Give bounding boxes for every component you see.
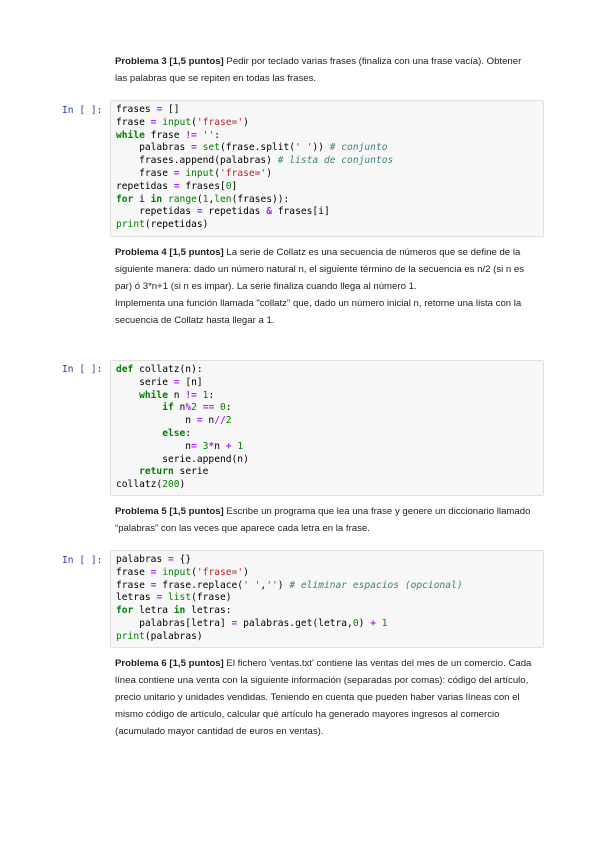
cell-1-prompt: In [ ]: xyxy=(62,105,103,116)
problem-3-title: Problema 3 [1,5 puntos] xyxy=(115,56,224,67)
code-cell-3-source[interactable]: palabras = {} frase = input('frase=') frase = frase.replace(' ','') # eliminar espacios (opcional) letras = list(frase) for letra in letras: palabras[letra] = palabras.get(letra,0) + 1 print(palabras) xyxy=(116,554,463,642)
code-cell-2[interactable] xyxy=(110,360,544,496)
problem-4-text xyxy=(115,244,535,329)
problem-4-title: Problema 4 [1,5 puntos] xyxy=(115,247,224,258)
code-cell-2-source[interactable]: def collatz(n): serie = [n] while n != 1: if n%2 == 0: n = n//2 else: n= 3*n + 1 serie.append(n) return serie collatz(200) xyxy=(116,364,249,491)
problem-6-body: El fichero 'ventas.txt' contiene las ventas del mes de un comercio. Cada línea contiene una venta con la siguiente información (separadas por comas): código del artículo, precio unitario y unidades vendidas. Teniendo en cuenta que pueden haber varias líneas con el mismo código de artículo, calcular qué artículo ha generado mayores ingresos al comercio (acumulado mayor cantidad de euros en ventas). xyxy=(115,658,532,737)
problem-3-text xyxy=(115,53,535,87)
code-cell-3[interactable] xyxy=(110,550,544,648)
problem-5-body: Escribe un programa que lea una frase y genere un diccionario llamado “palabras” con las veces que aparece cada letra en la frase. xyxy=(115,506,531,534)
problem-3-body: Pedir por teclado varias frases (finaliza con una frase vacía). Obtener las palabras que se repiten en todas las frases. xyxy=(115,56,522,84)
problem-6-title: Problema 6 [1,5 puntos] xyxy=(115,658,224,669)
code-cell-1-source[interactable]: frases = [] frase = input('frase=') while frase != '': palabras = set(frase.split(' ')) # conjunto frases.append(palabras) # lista de conjuntos frase = input('frase=') repetidas = frases[0] for i in range(1,len(frases)): repetidas = repetidas & frases[i] print(repetidas) xyxy=(116,104,394,231)
problem-4-body: La serie de Collatz es una secuencia de números que se define de la siguiente manera: dado un número natural n, el siguiente término de la secuencia es n/2 (si n es par) ó 3*n+1 (si n es impar). La serie finaliza cuando llega al número 1. xyxy=(115,247,525,292)
problem-5-title: Problema 5 [1,5 puntos] xyxy=(115,506,224,517)
problem-6-text xyxy=(115,655,535,740)
problem-4-body-2: Implementa una función llamada "collatz" que, dado un número inicial n, retorne una lista con la secuencia de Collatz hasta llegar a 1. xyxy=(115,298,522,326)
code-cell-1[interactable] xyxy=(110,100,544,237)
cell-2-prompt: In [ ]: xyxy=(62,364,103,375)
cell-3-prompt: In [ ]: xyxy=(62,555,103,566)
problem-5-text xyxy=(115,503,535,537)
